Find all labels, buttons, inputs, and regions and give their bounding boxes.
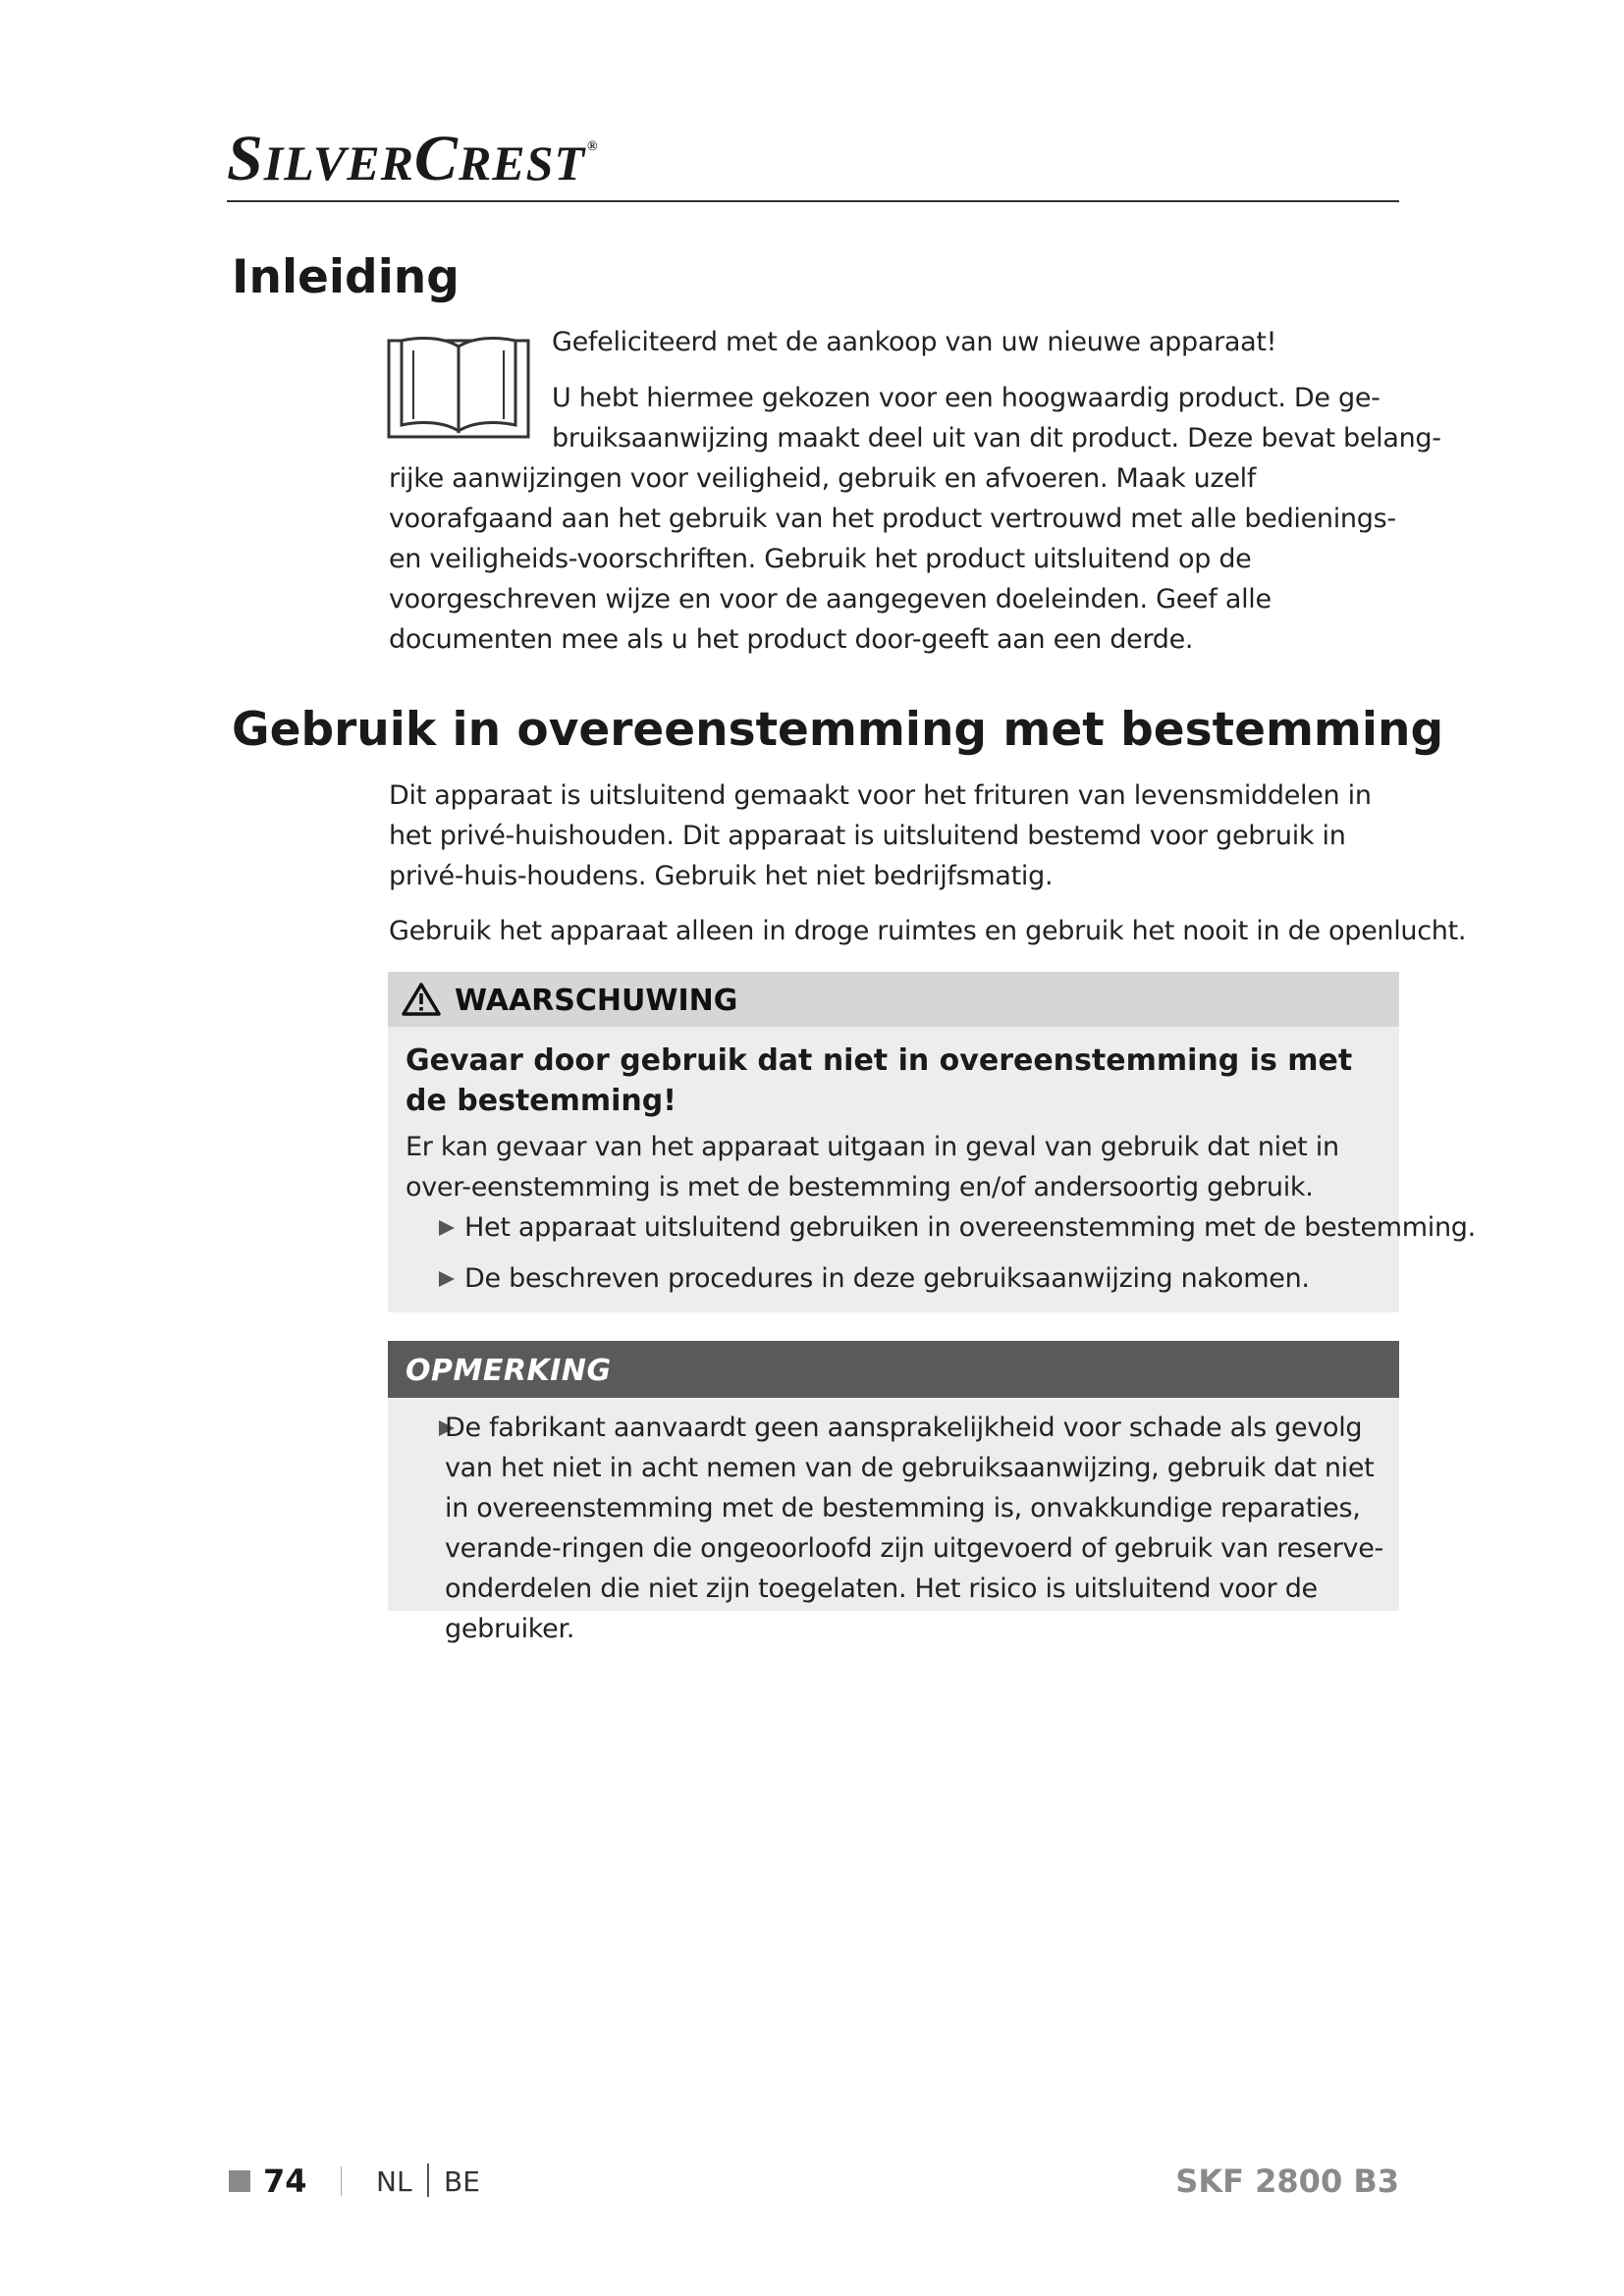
warning-bullet-1: Het apparaat uitsluitend gebruiken in overeenstemming met de bestemming. (464, 1212, 1476, 1243)
intro-para-line-a: U hebt hiermee gekozen voor een hoogwaardig product. De ge- (552, 383, 1380, 413)
footer-model-number: SKF 2800 B3 (1175, 2163, 1399, 2200)
warning-box (388, 972, 1476, 1312)
intro-para-rest: rijke aanwijzingen voor veiligheid, gebruik en afvoeren. Maak uzelf voorafgaand aan het gebruik van het product vertrouwd met alle bedienings- en veiligheids-voorschriften. Gebruik het product uitsluitend op de voorgeschreven wijze en voor de aangegeven doeleinden. Geef alle documenten mee als u het product door-geeft aan een derde. (389, 463, 1396, 655)
warning-triangle-icon (402, 982, 441, 1017)
footer-language-divider (427, 2163, 429, 2197)
note-header (388, 1341, 1399, 1398)
warning-body: Er kan gevaar van het apparaat uitgaan in geval van gebruik dat niet in over-eenstemming is met de bestemming en/of andersoortig gebruik. (406, 1132, 1339, 1202)
footer-language-nl: NL (376, 2165, 412, 2198)
usage-para-1: Dit apparaat is uitsluitend gemaakt voor het frituren van levensmiddelen in het privé-huishouden. Dit apparaat is uitsluitend bestemd voor gebruik in privé-huis-houdens. Gebruik het niet bedrijfsmatig. (389, 780, 1372, 891)
warning-title: WAARSCHUWING (455, 984, 738, 1018)
warning-bullet-2: De beschreven procedures in deze gebruiksaanwijzing nakomen. (464, 1263, 1310, 1294)
note-box (388, 1341, 1399, 1644)
note-text: De fabrikant aanvaardt geen aansprakelijkheid voor schade als gevolg van het niet in acht nemen van de gebruiksaanwijzing, gebruik dat niet in overeenstemming met de bestemming is, onvakkundige reparaties, verande-ringen die ongeoorloofd zijn uitgevoerd of gebruik van reserve-onderdelen die niet zijn toegelaten. Het risico is uitsluitend voor de gebruiker. (445, 1413, 1383, 1644)
footer-language-be: BE (444, 2165, 480, 2198)
silvercrest-logo: SILVERCREST ® (227, 123, 599, 194)
footer-divider (341, 2166, 342, 2196)
intro-heading: Inleiding (232, 250, 460, 304)
footer-square-marker (229, 2170, 250, 2192)
note-title: OPMERKING (406, 1354, 612, 1388)
intro-para-line-b: bruiksaanwijzing maakt deel uit van dit product. Deze bevat belang- (552, 423, 1441, 454)
warning-header (388, 972, 1399, 1027)
bullet-arrow-icon (439, 1271, 455, 1287)
usage-para-2: Gebruik het apparaat alleen in droge ruimtes en gebruik het nooit in de openlucht. (389, 916, 1467, 946)
intro-congrats: Gefeliciteerd met de aankoop van uw nieuwe apparaat! (552, 327, 1277, 357)
usage-heading: Gebruik in overeenstemming met bestemming (232, 703, 1444, 757)
bullet-arrow-icon (439, 1220, 455, 1236)
book-icon (386, 329, 531, 442)
page-number: 74 (263, 2163, 307, 2200)
warning-subtitle: Gevaar door gebruik dat niet in overeenstemming is met de bestemming! (406, 1043, 1353, 1118)
header-rule (227, 200, 1399, 202)
